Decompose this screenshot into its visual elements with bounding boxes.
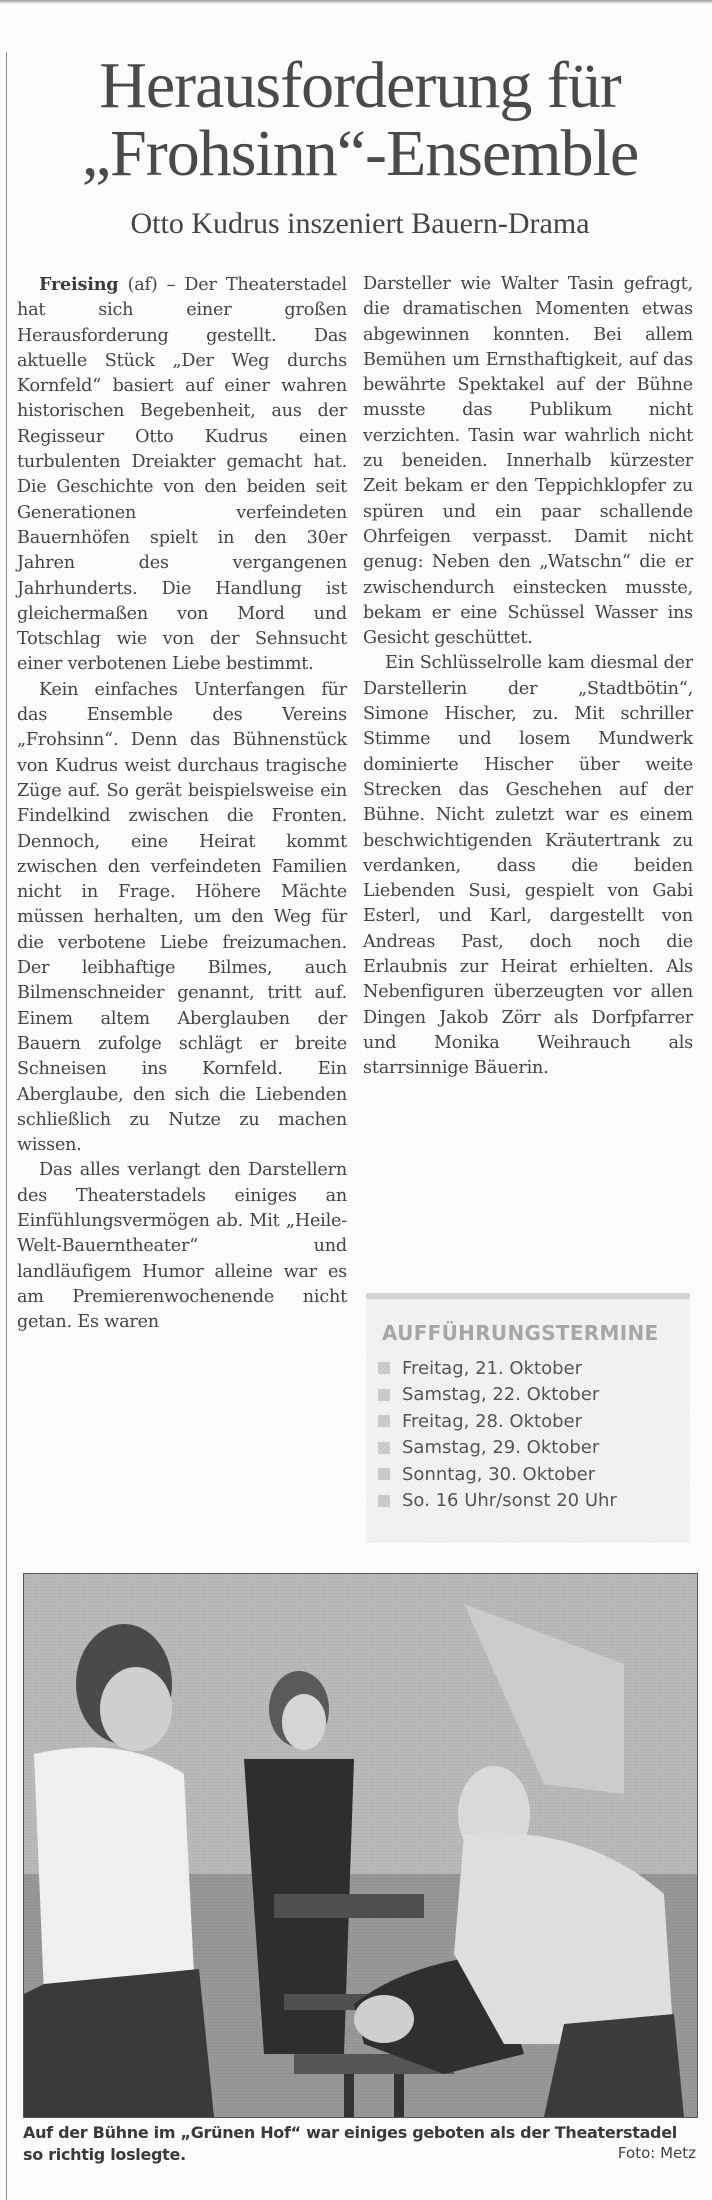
article-column-right (363, 272, 693, 1082)
performance-dates-box (366, 1293, 690, 1543)
performance-dates-list (378, 1355, 617, 1514)
paragraph-text: – Der Theaterstadel hat sich einer großen Herausforderung gestellt. Das aktuelle Stück „Der Weg durchs Kornfeld“ basiert auf einer wahren historischen Begebenheit, aus der Regisseur Otto Kudrus einen turbulenten Dreiakter gemacht hat. Die Geschichte von den beiden seit Generationen verfeindeten Bauernhöfen spielt in den 30er Jahren des vergangenen Jahrhunderts. Die Handlung ist gleichermaßen von Mord und Totschlag wie von der Sehnsucht einer verbotenen Liebe bestimmt. (17, 275, 347, 675)
article-paragraph: Ein Schlüsselrolle kam diesmal der Darstellerin der „Stadtbötin“, Simone Hischer, zu. Mit schriller Stimme und losem Mundwerk dominierte Hischer über weite Strecken das Geschehen auf der Bühne. Nicht zuletzt war es einem beschwichtigenden Kräutertrank zu verdanken, dass die beiden Liebenden Susi, gespielt von Gabi Esterl, und Karl, dargestellt von Andreas Past, doch noch die Erlaubnis zur Heirat erhielten. Als Nebenfiguren überzeugten vor allen Dingen Jakob Zörr als Dorfpfarrer und Monika Weihrauch als starrsinnige Bäuerin. (363, 653, 693, 1079)
info-box-title: AUFFÜHRUNGSTERMINE (382, 1321, 659, 1345)
headline-line-2: „Frohsinn“-Ensemble (81, 117, 639, 190)
headline (30, 49, 690, 190)
date-text: Sonntag, 30. Oktober (402, 1463, 596, 1485)
date-text: Samstag, 29. Oktober (402, 1437, 600, 1459)
stage-scene-illustration (24, 1574, 697, 2117)
article-paragraph (17, 272, 347, 678)
square-bullet-icon (378, 1468, 390, 1480)
date-text: Freitag, 28. Oktober (402, 1410, 582, 1432)
photo-credit: Foto: Metz (617, 2144, 696, 2162)
date-text: Freitag, 21. Oktober (402, 1357, 582, 1379)
square-bullet-icon (378, 1495, 390, 1507)
list-item (378, 1488, 617, 1515)
article-column-left (17, 272, 347, 1335)
time-text: So. 16 Uhr/sonst 20 Uhr (402, 1490, 617, 1512)
photo-caption: Auf der Bühne im „Grünen Hof“ war einiges geboten als der Theaterstadel so richtig loslegte. (23, 2123, 677, 2164)
stage-photo (23, 1573, 698, 2118)
subheadline: Otto Kudrus inszeniert Bauern-Drama (130, 207, 590, 240)
column-rule (6, 52, 7, 2200)
square-bullet-icon (378, 1362, 390, 1374)
square-bullet-icon (378, 1415, 390, 1427)
list-item (378, 1461, 617, 1488)
square-bullet-icon (378, 1442, 390, 1454)
scan-edge-shadow (0, 0, 712, 4)
article-paragraph: Kein einfaches Unterfangen für das Ensemble des Vereins „Frohsinn“. Denn das Bühnenstück von Kudrus weist durchaus tragische Züge auf. So gerät beispielsweise ein Findelkind zwischen die Fronten. Dennoch, eine Heirat kommt zwischen den verfeindeten Familien nicht in Frage. Höhere Mächte müssen herhalten, um den Weg für die verbotene Liebe freizumachen. Der leibhaftige Bilmes, auch Bilmenschneider genannt, tritt auf. Einem altem Aberglauben der Bauern zufolge schlägt er breite Schneisen ins Kornfeld. Ein Aberglaube, den sich die Liebenden schließlich zu Nutze zu machen wissen. (17, 679, 347, 1156)
date-text: Samstag, 22. Oktober (402, 1384, 600, 1406)
article-paragraph: Das alles verlangt den Darstellern des Theaterstadels einiges an Einfühlungsvermögen ab. Mit „Heile-Welt-Bauerntheater“ und landläufigem Humor alleine war es am Premierenwochenende nicht getan. Es waren (17, 1160, 347, 1333)
list-item (378, 1408, 617, 1435)
headline-line-1: Herausforderung für (99, 49, 621, 122)
list-item (378, 1382, 617, 1409)
list-item (378, 1435, 617, 1462)
square-bullet-icon (378, 1389, 390, 1401)
dateline: Freising (39, 274, 119, 295)
byline: (af) (127, 275, 158, 295)
article-paragraph: Darsteller wie Walter Tasin gefragt, die dramatischen Momenten etwas abgewinnen konnten. Bei allem Bemühen um Ernsthaftigkeit, auf das bewährte Spektakel auf der Bühne musste das Publikum nicht verzichten. Tasin war wahrlich nicht zu beneiden. Innerhalb kürzester Zeit bekam er den Teppichklopfer zu spüren und ein paar schallende Ohrfeigen verpasst. Damit nicht genug: Neben den „Watschn“ die er zwischendurch einstecken musste, bekam er eine Schüssel Wasser ins Gesicht geschüttet. (363, 274, 693, 649)
list-item (378, 1355, 617, 1382)
